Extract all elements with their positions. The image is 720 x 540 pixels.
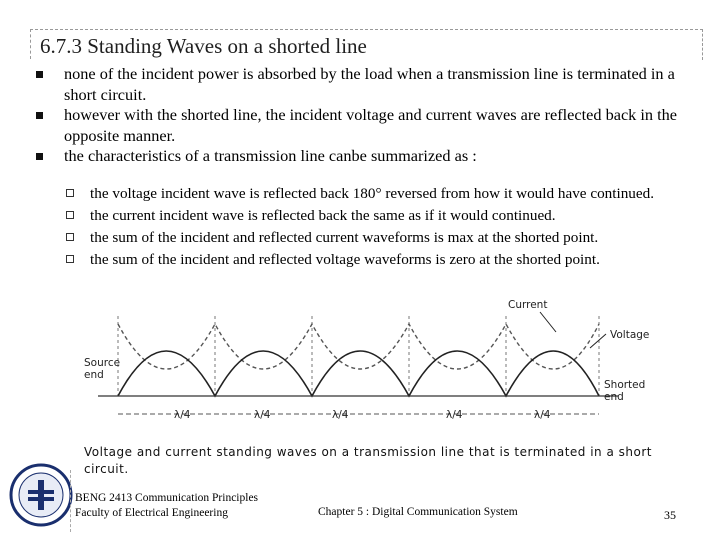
square-bullet-icon xyxy=(36,153,43,160)
bullet-item xyxy=(36,105,706,146)
sub-bullet-item xyxy=(66,228,706,247)
footer-chapter: Chapter 5 : Digital Communication System xyxy=(318,506,518,518)
sub-bullet-text: the sum of the incident and reflected current waveforms is max at the shorted point. xyxy=(90,229,599,246)
current-label: Current xyxy=(508,299,548,311)
square-bullet-icon xyxy=(36,71,43,78)
voltage-label: Voltage xyxy=(610,329,650,341)
sub-bullet-text: the current incident wave is reflected back the same as if it would continued. xyxy=(90,207,556,224)
sub-bullet-item xyxy=(66,184,706,203)
shorted-end-label: Shorted xyxy=(604,379,646,391)
source-end-label-2: end xyxy=(84,369,104,381)
footer-divider xyxy=(70,470,72,532)
hollow-square-bullet-icon xyxy=(66,211,74,219)
sub-bullet-text: the sum of the incident and reflected voltage waveforms is zero at the shorted point. xyxy=(90,251,600,268)
sub-bullet-item xyxy=(66,206,706,225)
quarter-wave-label: λ/4 xyxy=(446,409,463,421)
bullet-text: however with the shorted line, the incident voltage and current waves are reflected back in the opposite manner. xyxy=(64,105,678,145)
diagram-caption: Voltage and current standing waves on a transmission line that is terminated in a short circuit. xyxy=(84,445,652,476)
footer-faculty: Faculty of Electrical Engineering xyxy=(75,507,228,519)
current-pointer xyxy=(540,312,556,332)
bullet-text: the characteristics of a transmission line canbe summarized as : xyxy=(64,146,477,165)
title-frame-left xyxy=(30,29,32,59)
source-end-label: Source xyxy=(84,357,121,369)
current-wave xyxy=(118,351,599,396)
sub-bullet-item xyxy=(66,250,706,269)
sub-bullet-list xyxy=(66,184,706,272)
bullet-text: none of the incident power is absorbed by the load when a transmission line is terminated in a short circuit. xyxy=(64,64,675,104)
quarter-wave-label: λ/4 xyxy=(534,409,551,421)
standing-wave-diagram xyxy=(78,296,678,446)
hollow-square-bullet-icon xyxy=(66,233,74,241)
quarter-wave-label: λ/4 xyxy=(254,409,271,421)
slide-title: 6.7.3 Standing Waves on a shorted line xyxy=(40,34,367,58)
sub-bullet-text: the voltage incident wave is reflected back 180° reversed from how it would have continued. xyxy=(90,185,655,202)
quarter-wave-label: λ/4 xyxy=(174,409,191,421)
footer-course: BENG 2413 Communication Principles xyxy=(75,492,259,504)
hollow-square-bullet-icon xyxy=(66,255,74,263)
bullet-item xyxy=(36,64,706,105)
bullet-list xyxy=(36,64,706,167)
hollow-square-bullet-icon xyxy=(66,189,74,197)
footer-course-info xyxy=(75,491,258,521)
page-number: 35 xyxy=(664,508,676,522)
bullet-item xyxy=(36,146,706,167)
square-bullet-icon xyxy=(36,112,43,119)
shorted-end-label-2: end xyxy=(604,391,624,403)
university-logo-icon xyxy=(8,462,74,528)
quarter-wave-label: λ/4 xyxy=(332,409,349,421)
